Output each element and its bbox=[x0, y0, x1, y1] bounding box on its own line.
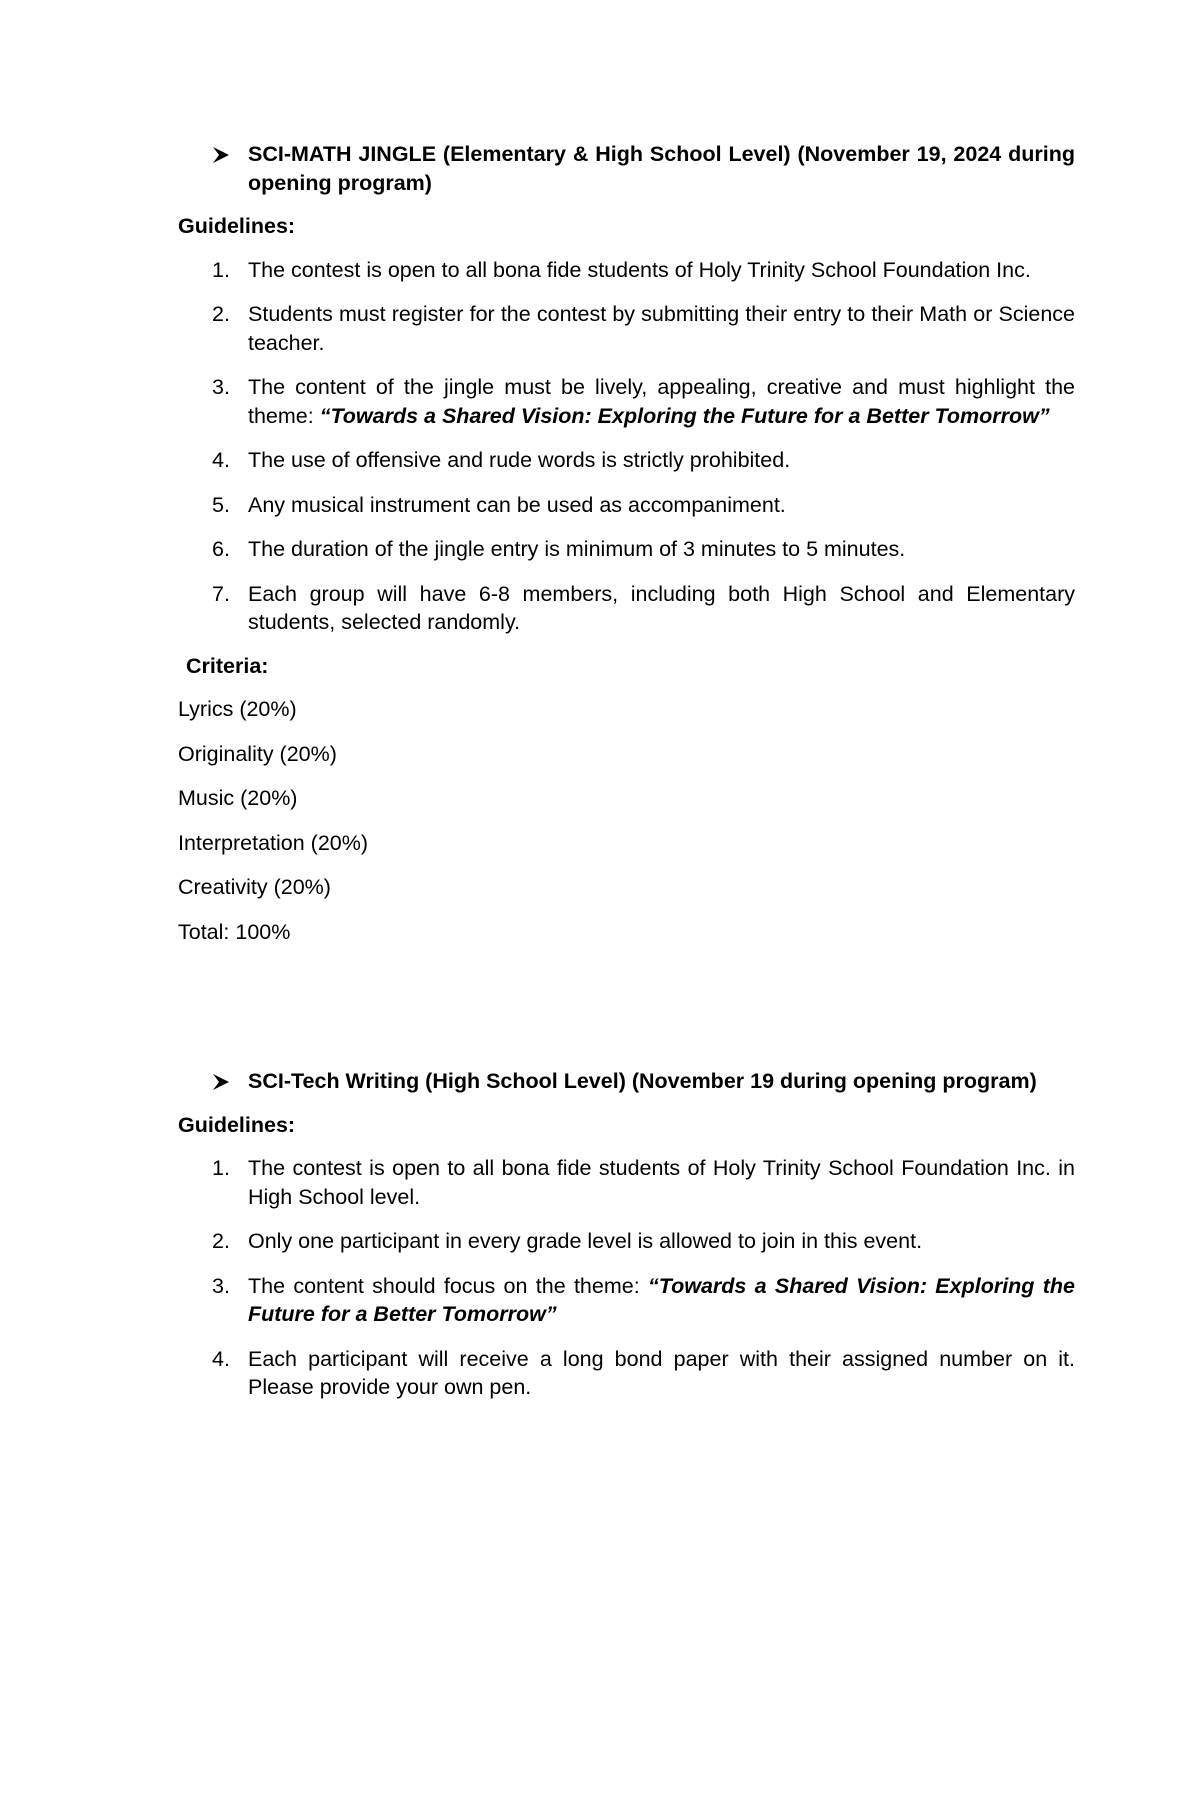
list-item-text: Students must register for the contest by submitting their entry to their Math or Science teacher. bbox=[248, 302, 1075, 355]
list-item bbox=[178, 491, 1075, 520]
list-item-number: 1. bbox=[212, 257, 230, 282]
section-sci-tech-writing bbox=[178, 1067, 1075, 1402]
list-item bbox=[178, 535, 1075, 564]
section-heading bbox=[178, 1067, 1075, 1096]
arrow-bullet-icon bbox=[212, 146, 230, 164]
list-item bbox=[178, 446, 1075, 475]
arrow-bullet-icon bbox=[212, 1073, 230, 1091]
guidelines-list bbox=[178, 256, 1075, 637]
list-item-text: The content of the jingle must be lively, appealing, creative and must highlight the theme: bbox=[248, 375, 1075, 428]
guidelines-label: Guidelines: bbox=[178, 214, 296, 238]
section-heading bbox=[178, 140, 1075, 197]
list-item bbox=[178, 1272, 1075, 1329]
list-item-text: Only one participant in every grade level is allowed to join in this event. bbox=[248, 1229, 923, 1253]
list-item-text: Each group will have 6-8 members, including both High School and Elementary students, selected randomly. bbox=[248, 581, 1075, 634]
criteria-list bbox=[178, 695, 1075, 946]
theme-emphasis: “Towards a Shared Vision: Exploring the Future for a Better Tomorrow” bbox=[319, 403, 1050, 428]
section-heading-text: SCI-Tech Writing (High School Level) (November 19 during opening program) bbox=[248, 1069, 1037, 1093]
criteria-item: Creativity (20%) bbox=[178, 875, 331, 899]
list-item-number: 5. bbox=[212, 492, 230, 517]
criteria-label: Criteria: bbox=[186, 653, 269, 678]
list-item bbox=[178, 1227, 1075, 1256]
list-item-number: 4. bbox=[212, 1346, 230, 1371]
list-item-number: 3. bbox=[212, 375, 230, 399]
list-item-number: 3. bbox=[212, 1273, 230, 1298]
guidelines-label: Guidelines: bbox=[178, 1112, 296, 1137]
list-item-number: 4. bbox=[212, 448, 230, 472]
criteria-item: Lyrics (20%) bbox=[178, 697, 297, 721]
criteria-item: Music (20%) bbox=[178, 786, 298, 810]
list-item-text: Each participant will receive a long bond paper with their assigned number on it. Please provide your own pen. bbox=[248, 1346, 1075, 1399]
list-item bbox=[178, 1154, 1075, 1211]
list-item-text: The contest is open to all bona fide students of Holy Trinity School Foundation Inc. bbox=[248, 257, 1031, 282]
list-item bbox=[178, 300, 1075, 357]
list-item bbox=[178, 256, 1075, 285]
criteria-total: Total: 100% bbox=[178, 919, 291, 944]
list-item-number: 6. bbox=[212, 537, 230, 561]
list-item bbox=[178, 580, 1075, 637]
criteria-item: Originality (20%) bbox=[178, 741, 337, 766]
guidelines-list bbox=[178, 1154, 1075, 1402]
list-item-number: 2. bbox=[212, 302, 230, 326]
list-item-number: 1. bbox=[212, 1156, 230, 1180]
criteria-item: Interpretation (20%) bbox=[178, 830, 369, 855]
list-item bbox=[178, 373, 1075, 430]
list-item-number: 7. bbox=[212, 581, 230, 606]
list-item-text: Any musical instrument can be used as accompaniment. bbox=[248, 492, 786, 517]
section-sci-math-jingle bbox=[178, 140, 1075, 946]
theme-emphasis: “Towards a Shared Vision: Exploring the Future for a Better Tomorrow” bbox=[248, 1273, 1075, 1326]
section-heading-text: SCI-MATH JINGLE (Elementary & High School Level) (November 19, 2024 during opening program) bbox=[248, 142, 1075, 195]
list-item-text: The duration of the jingle entry is minimum of 3 minutes to 5 minutes. bbox=[248, 537, 906, 561]
list-item-text: The content should focus on the theme: bbox=[248, 1273, 648, 1298]
list-item-text: The use of offensive and rude words is strictly prohibited. bbox=[248, 448, 791, 472]
list-item bbox=[178, 1345, 1075, 1402]
list-item-number: 2. bbox=[212, 1229, 230, 1253]
list-item-text: The contest is open to all bona fide students of Holy Trinity School Foundation Inc. in High School level. bbox=[248, 1156, 1075, 1209]
